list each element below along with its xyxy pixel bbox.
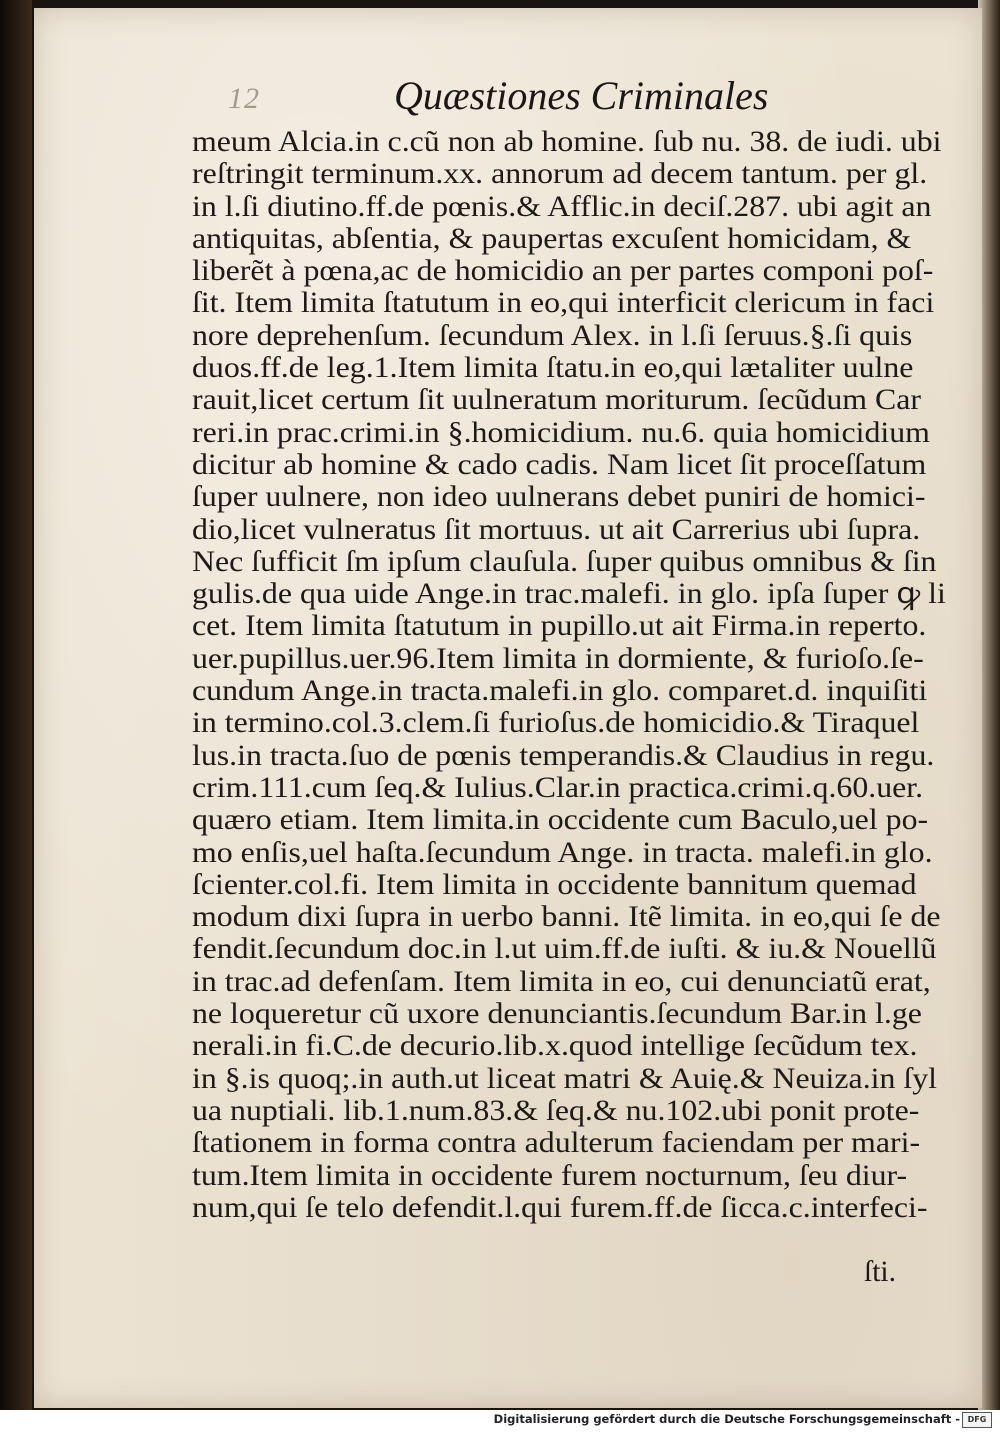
running-head: Quæstiones Criminales bbox=[394, 73, 769, 118]
text-line: duos.ff.de leg.1.Item limita ſtatu.in eo,qui lætaliter uulne bbox=[192, 352, 914, 385]
text-line: in l.ſi diutino.ff.de pœnis.& Afflic.in deciſ.287. ubi agit an bbox=[192, 190, 932, 223]
text-line: crim.111.cum ſeq.& Iulius.Clar.in practica.crimi.q.60.uer. bbox=[192, 771, 924, 804]
text-line: dio,licet vulneratus ſit mortuus. ut ait Carrerius ubi ſupra. bbox=[192, 513, 921, 546]
page-number: 12 bbox=[228, 82, 260, 115]
footer-credit: Digitalisierung gefördert durch die Deutsche Forschungsgemeinschaft - bbox=[493, 1412, 960, 1426]
text-line: nore deprehenſum. ſecundum Alex. in l.ſi ſeruus.§.ſi quis bbox=[192, 319, 913, 352]
text-line: rauit,licet certum ſit uulneratum moriturum. ſecũdum Car bbox=[192, 384, 922, 417]
text-line: tum.Item limita in occidente furem nocturnum, ſeu diur- bbox=[192, 1159, 908, 1192]
text-line: uer.pupillus.uer.96.Item limita in dormiente, & furioſo.ſe- bbox=[192, 642, 924, 675]
text-line: ſcienter.col.fi. Item limita in occidente bannitum quemad bbox=[192, 868, 917, 901]
text-line: cundum Ange.in tracta.malefi.in glo. comparet.d. inquiſiti bbox=[192, 675, 928, 708]
text-line: mo enſis,uel haſta.ſecundum Ange. in tracta. malefi.in glo. bbox=[192, 836, 933, 869]
text-line: Nec ſufficit ſm ipſum clauſula. ſuper quibus omnibus & ſin bbox=[192, 545, 937, 578]
text-line: antiquitas, abſentia, & paupertas excuſent homicidam, & bbox=[192, 222, 912, 255]
text-line: ne loqueretur cũ uxore denunciantis.ſecundum Bar.in l.ge bbox=[192, 998, 922, 1031]
text-line: reri.in prac.crimi.in §.homicidium. nu.6. quia homicidium bbox=[192, 416, 930, 449]
text-line: ſtationem in forma contra adulterum faciendam per mari- bbox=[192, 1127, 921, 1160]
text-line: cet. Item limita ſtatutum in pupillo.ut ait Firma.in reperto. bbox=[192, 610, 927, 643]
text-line: fendit.ſecundum doc.in l.ut uim.ff.de iuſti. & iu.& Nouellũ bbox=[192, 933, 937, 966]
text-line: nerali.in fi.C.de decurio.lib.x.quod intellige ſecũdum tex. bbox=[192, 1030, 918, 1063]
text-line: gulis.de qua uide Ange.in trac.malefi. in glo. ipſa ſuper ꝙ li bbox=[192, 578, 946, 611]
text-line: ſit. Item limita ſtatutum in eo,qui interficit clericum in faci bbox=[192, 287, 935, 320]
text-line: in trac.ad defenſam. Item limita in eo, cui denunciatũ erat, bbox=[192, 965, 931, 998]
text-line: in §.is quoq;.in auth.ut liceat matri & Auię.& Neuiza.in ſyl bbox=[192, 1062, 938, 1095]
catchword: ſti. bbox=[864, 1256, 896, 1288]
text-line: ſuper uulnere, non ideo uulnerans debet puniri de homici- bbox=[192, 481, 926, 514]
text-line: modum dixi ſupra in uerbo banni. Itẽ limita. in eo,qui ſe de bbox=[192, 901, 941, 934]
text-line: reſtringit terminum.xx. annorum ad decem tantum. per gl. bbox=[192, 158, 928, 191]
text-line: ua nuptiali. lib.1.num.83.& ſeq.& nu.102.ubi ponit prote- bbox=[192, 1094, 920, 1127]
text-line: liberẽt à pœna,ac de homicidio an per partes componi poſ- bbox=[192, 255, 934, 288]
text-line: num,qui ſe telo defendit.l.qui furem.ff.de ſicca.c.interfeci- bbox=[192, 1191, 928, 1224]
text-line: lus.in tracta.ſuo de pœnis temperandis.& Claudius in regu. bbox=[192, 739, 935, 772]
text-line: quæro etiam. Item limita.in occidente cum Baculo,uel po- bbox=[192, 804, 929, 837]
dfg-logo: DFG bbox=[962, 1412, 992, 1428]
text-line: dicitur ab homine & cado cadis. Nam licet ſit proceſſatum bbox=[192, 448, 927, 481]
text-line: in termino.col.3.clem.ſi furioſus.de homicidio.& Tiraquel bbox=[192, 707, 920, 740]
binding-shadow bbox=[0, 0, 32, 1410]
text-line: meum Alcia.in c.cũ non ab homine. ſub nu. 38. de iudi. ubi bbox=[192, 126, 942, 158]
body-text bbox=[192, 126, 947, 1224]
